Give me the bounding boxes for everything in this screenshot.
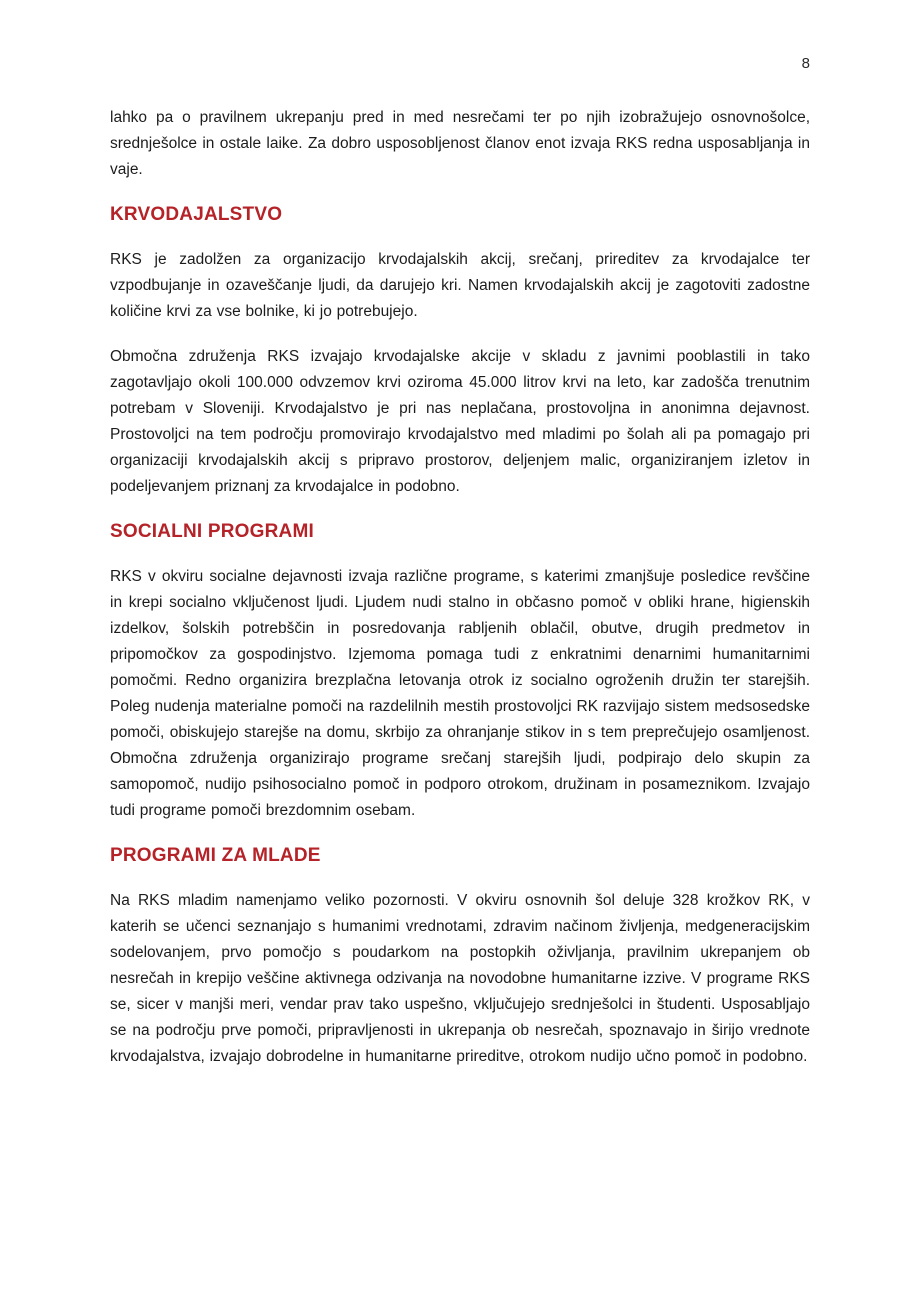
intro-paragraph: lahko pa o pravilnem ukrepanju pred in med nesrečami ter po njih izobražujejo osnovnošolce, srednješolce in ostale laike. Za dobro usposobljenost članov enot izvaja RKS redna usposabljanja in vaje. [110, 109, 810, 178]
section-heading-socialni-programi: SOCIALNI PROGRAMI [110, 521, 314, 542]
document-body [110, 105, 810, 1089]
krvodajalstvo-paragraph-1: RKS je zadolžen za organizacijo krvodajalskih akcij, srečanj, prireditev za krvodajalce ter vzpodbujanje in ozaveščanje ljudi, da darujejo kri. Namen krvodajalskih akcij je zagotoviti zadostne količine krvi za vse bolnike, ki jo potrebujejo. [110, 251, 810, 320]
section-heading-programi-za-mlade: PROGRAMI ZA MLADE [110, 845, 321, 866]
programi-za-mlade-paragraph: Na RKS mladim namenjamo veliko pozornosti. V okviru osnovnih šol deluje 328 krožkov RK, v katerih se učenci seznanjajo s humanimi vrednotami, zdravim načinom življenja, medgeneracijskim sodelovanjem, prvo pomočjo s poudarkom na postopkih oživljanja, pravilnim ukrepanjem ob nesrečah in krepijo veščine aktivnega odzivanja na novodobne humanitarne izzive. V programe RKS se, sicer v manjši meri, vendar prav tako uspešno, vključujejo srednješolci in študenti. Usposabljajo se na področju prve pomoči, pripravljenosti in ukrepanja ob nesrečah, spoznavajo in širijo vrednote krvodajalstva, izvajajo dobrodelne in humanitarne prireditve, otrokom nudijo učno pomoč in podobno. [110, 892, 810, 1065]
socialni-programi-paragraph: RKS v okviru socialne dejavnosti izvaja različne programe, s katerimi zmanjšuje posledice revščine in krepi socialno vključenost ljudi. Ljudem nudi stalno in občasno pomoč v obliki hrane, higienskih izdelkov, šolskih potrebščin in posredovanja rabljenih oblačil, obutve, drugih predmetov in pripomočkov za gospodinjstvo. Izjemoma pomaga tudi z enkratnimi denarnimi humanitarnimi pomočmi. Redno organizira brezplačna letovanja otrok iz socialno ogroženih družin ter starejših. Poleg nudenja materialne pomoči na razdelilnih mestih prostovoljci RK razvijajo sistem medsosedske pomoči, obiskujejo starejše na domu, skrbijo za ohranjanje stikov in s tem preprečujejo osamljenost. Območna združenja organizirajo programe srečanj starejših ljudi, podpirajo delo skupin za samopomoč, nudijo psihosocialno pomoč in podporo otrokom, družinam in posameznikom. Izvajajo tudi programe pomoči brezdomnim osebam. [110, 568, 810, 819]
page-number: 8 [801, 55, 810, 72]
section-heading-krvodajalstvo: KRVODAJALSTVO [110, 204, 283, 225]
krvodajalstvo-paragraph-2: Območna združenja RKS izvajajo krvodajalske akcije v skladu z javnimi pooblastili in tako zagotavljajo okoli 100.000 odvzemov krvi oziroma 45.000 litrov krvi na leto, kar zadošča trenutnim potrebam v Sloveniji. Krvodajalstvo je pri nas neplačana, prostovoljna in anonimna dejavnost. Prostovoljci na tem področju promovirajo krvodajalstvo med mladimi po šolah ali pa pomagajo pri organizaciji krvodajalskih akcij s pripravo prostorov, deljenjem malic, organiziranjem izletov in podeljevanjem priznanj za krvodajalce in podobno. [110, 348, 810, 495]
